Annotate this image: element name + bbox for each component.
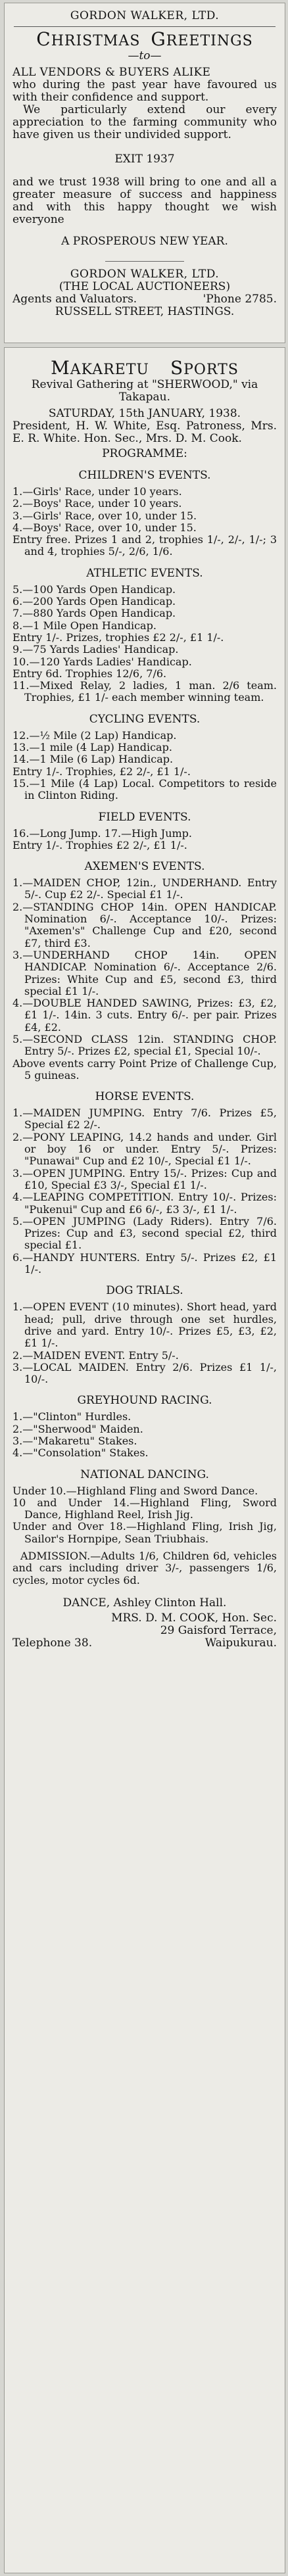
ad1-line-1: who during the past year have favoured us with their confidence and support. (12, 78, 277, 104)
event-item: 5.—SECOND CLASS 12in. STANDING CHOP. Entry 5/-. Prizes £2, special £1, Special 10/-. (12, 1032, 277, 1058)
makaretu-sports-ad (4, 347, 285, 2573)
section-heading: NATIONAL DANCING. (80, 1467, 209, 1481)
event-item: 1.—MAIDEN JUMPING. Entry 7/6. Prizes £5, Special £2 2/-. (12, 1107, 277, 1132)
event-item: 5.—OPEN JUMPING (Lady Riders). Entry 7/6. Prizes: Cup and £3, second special £2, third special £1. (12, 1214, 277, 1252)
event-item: 3.—OPEN JUMPING. Entry 15/-. Prizes: Cup and £10, Special £3 3/-, Special £1 1/-. (12, 1166, 277, 1191)
section-heading: DOG TRIALS. (106, 1284, 183, 1298)
event-item: 1.—OPEN EVENT (10 minutes). Short head, yard head; pull, drive through one set hurdles, drive and yard. Entry 10/-. Prizes £5, £3, £2, £1 1/-. (12, 1300, 277, 1350)
event-item: 10 and Under 14.—Highland Fling, Sword Dance, Highland Reel, Irish Jig. (12, 1496, 277, 1521)
ad2-dance: DANCE, Ashley Clinton Hall. (62, 1596, 227, 1610)
section-heading: AXEMEN'S EVENTS. (84, 860, 205, 874)
ad1-prosperous: A PROSPEROUS NEW YEAR. (61, 235, 228, 248)
event-item: 14.—1 Mile (6 Lap) Handicap. (12, 753, 174, 766)
event-item: Entry 1/-. Trophies £2 2/-, £1 1/-. (12, 838, 187, 851)
event-item: 3.—Girls' Race, over 10, under 15. (12, 509, 197, 522)
event-item: Entry 1/-. Trophies, £2 2/-, £1 1/-. (12, 765, 191, 778)
event-item: Entry free. Prizes 1 and 2, trophies 1/-, 2/-, 1/-; 3 and 4, trophies 5/-, 2/6, 1/6. (12, 533, 277, 558)
section-heading: HORSE EVENTS. (95, 1090, 195, 1104)
event-item: 6.—200 Yards Open Handicap. (12, 595, 176, 608)
ad2-contact-row (12, 1637, 277, 1650)
ad1-exit: EXIT 1937 (114, 153, 175, 166)
ad1-address: RUSSELL STREET, HASTINGS. (55, 305, 235, 318)
event-item: Under and Over 18.—Highland Fling, Irish Jig, Sailor's Hornpipe, Sean Triubhais. (12, 1520, 277, 1545)
event-item: 1.—Girls' Race, under 10 years. (12, 485, 182, 498)
event-item: Entry 1/-. Prizes, trophies £2 2/-, £1 1/-. (12, 631, 224, 644)
event-item: 4.—Boys' Race, over 10, under 15. (12, 521, 197, 534)
event-item: 4.—LEAPING COMPETITION. Entry 10/-. Prizes: "Pukenui" Cup and £6 6/-, £3 3/-, £1 1/-. (12, 1191, 277, 1216)
event-item: Entry 6d. Trophies 12/6, 7/6. (12, 667, 167, 680)
event-item: 6.—HANDY HUNTERS. Entry 5/-. Prizes £2, £1 1/-. (12, 1251, 277, 1276)
event-item: 7.—880 Yards Open Handicap. (12, 607, 176, 620)
event-item: 2.—STANDING CHOP 14in. OPEN HANDICAP. Nomination 6/-. Acceptance 10/-. Prizes: "Axemen's" Challenge Cup and £20, second £7, third £3. (12, 900, 277, 949)
event-item: Above events carry Point Prize of Challenge Cup, 5 guineas. (12, 1057, 277, 1082)
event-item: 16.—Long Jump. 17.—High Jump. (12, 826, 193, 840)
event-item: 11.—Mixed Relay, 2 ladies, 1 man. 2/6 team. Trophies, £1 1/- each member winning team. (12, 679, 277, 704)
ad2-date: SATURDAY, 15th JANUARY, 1938. (48, 407, 241, 420)
ad2-town: Waipukurau. (204, 1636, 277, 1650)
ad1-header: GORDON WALKER, LTD. (70, 9, 220, 22)
programme-sections (12, 469, 277, 1545)
christmas-greetings-ad (4, 3, 285, 343)
ad1-agents: Agents and Valuators. (12, 293, 137, 306)
ad1-line-2: We particularly extend our every appreciation to the farming community who have given us their undivided support. (12, 103, 277, 141)
event-item: 5.—100 Yards Open Handicap. (12, 583, 176, 596)
ad1-to: —to— (128, 49, 162, 62)
event-item: Under 10.—Highland Fling and Sword Dance. (12, 1484, 258, 1497)
ad1-sig-name: GORDON WALKER, LTD. (70, 268, 220, 281)
ad1-rule-top (14, 26, 276, 27)
event-item: 12.—½ Mile (2 Lap) Handicap. (12, 728, 177, 742)
ad2-officers: President, H. W. White, Esq. Patroness, Mrs. E. R. White. Hon. Sec., Mrs. D. M. Cook. (12, 419, 277, 445)
ad1-agents-row (5, 293, 285, 306)
event-item: 2.—Boys' Race, under 10 years. (12, 497, 182, 510)
event-item: 8.—1 Mile Open Handicap. (12, 619, 156, 632)
ad2-admission: ADMISSION.—Adults 1/6, Children 6d, vehicles and cars including driver 3/-, passengers 1/6, cycles, motor cycles 6d. (12, 1550, 277, 1586)
ad2-subtitle: Revival Gathering at "SHERWOOD," via Takapau. (31, 378, 258, 404)
event-item: 2.—PONY LEAPING, 14.2 hands and under. Girl or boy 16 or under. Entry 5/-. Prizes: "Punawai" Cup and £2 10/-, Special £1 1/-. (12, 1130, 277, 1168)
ad1-body: and we trust 1938 will bring to one and all a greater measure of success and happiness and with this happy thought we wish everyone (12, 176, 277, 226)
event-item: 9.—75 Yards Ladies' Handicap. (12, 643, 179, 656)
event-item: 4.—"Consolation" Stakes. (12, 1446, 149, 1460)
event-item: 3.—UNDERHAND CHOP 14in. OPEN HANDICAP. Nomination 6/-. Acceptance 2/6. Prizes: White Cup and £5, second £3, third special £1 1/-. (12, 948, 277, 997)
section-heading: FIELD EVENTS. (98, 810, 191, 824)
section-heading: CYCLING EVENTS. (89, 712, 201, 726)
ad2-contact-name: MRS. D. M. COOK, Hon. Sec. (111, 1611, 277, 1625)
event-item: 1.—MAIDEN CHOP, 12in., UNDERHAND. Entry 5/-. Cup £2 2/-. Special £1 1/-. (12, 876, 277, 901)
event-item: 1.—"Clinton" Hurdles. (12, 1410, 132, 1423)
ad1-sig-sub: (THE LOCAL AUCTIONEERS) (59, 280, 231, 293)
event-item: 3.—"Makaretu" Stakes. (12, 1435, 137, 1447)
event-item: 15.—1 Mile (4 Lap) Local. Competitors to reside in Clinton Riding. (12, 776, 277, 802)
section-heading: GREYHOUND RACING. (77, 1394, 212, 1408)
event-item: 13.—1 mile (4 Lap) Handicap. (12, 741, 172, 754)
makaretu-sports-title: MAKARETU SPORTS (51, 357, 239, 379)
event-item: 3.—LOCAL MAIDEN. Entry 2/6. Prizes £1 1/-, 10/-. (12, 1360, 277, 1386)
event-item: 4.—DOUBLE HANDED SAWING, Prizes: £3, £2, £1 1/-. 14in. 3 cuts. Entry 6/-. per pair. Prizes £4, £2. (12, 997, 277, 1034)
ad1-phone: 'Phone 2785. (203, 293, 277, 306)
section-heading: ATHLETIC EVENTS. (86, 566, 203, 580)
ad2-contact-street: 29 Gaisford Terrace, (160, 1623, 277, 1637)
ad2-telephone: Telephone 38. (12, 1636, 93, 1650)
event-item: 2.—MAIDEN EVENT. Entry 5/-. (12, 1348, 179, 1362)
christmas-greetings-title: CHRISTMAS GREETINGS (36, 28, 253, 50)
section-heading: CHILDREN'S EVENTS. (78, 469, 211, 482)
event-item: 2.—"Sherwood" Maiden. (12, 1422, 143, 1435)
ad1-line-0: ALL VENDORS & BUYERS ALIKE (12, 66, 211, 79)
event-item: 10.—120 Yards Ladies' Handicap. (12, 655, 192, 668)
ad2-programme: PROGRAMME: (102, 447, 187, 460)
